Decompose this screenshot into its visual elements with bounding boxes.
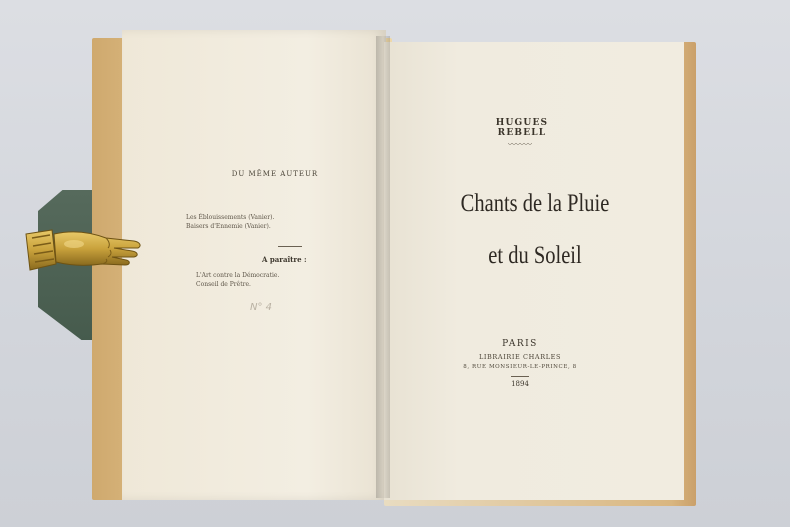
left-page-rule <box>278 246 302 247</box>
right-page <box>384 42 684 500</box>
book-title-line-1: Chants de la Pluie <box>460 190 610 217</box>
imprint-dash <box>511 376 529 377</box>
publisher-address: 8, RUE MONSIEUR-LE-PRINCE, 8 <box>463 364 577 370</box>
left-page <box>122 30 386 500</box>
pencil-note: N° 4 <box>250 302 273 313</box>
other-work-2: Baisers d'Ennemie (Vanier). <box>186 223 271 230</box>
forthcoming-heading: A paraître : <box>262 255 307 264</box>
book-gutter <box>376 36 390 498</box>
forthcoming-work-1: L'Art contre la Démocratie. <box>196 272 280 279</box>
publisher-name: LIBRAIRIE CHARLES <box>478 353 562 361</box>
other-work-1: Les Éblouissements (Vanier). <box>186 214 275 221</box>
ornament-icon: 〰〰〰 <box>508 140 532 149</box>
brass-hand-clip-icon <box>22 224 147 274</box>
other-works-heading: DU MÊME AUTEUR <box>231 170 319 178</box>
publication-city: PARIS <box>502 339 538 349</box>
book-title-line-2: et du Soleil <box>488 242 582 269</box>
forthcoming-work-2: Conseil de Prêtre. <box>196 281 251 288</box>
publication-year: 1894 <box>511 380 529 388</box>
author-name: HUGUES REBELL <box>495 118 549 138</box>
